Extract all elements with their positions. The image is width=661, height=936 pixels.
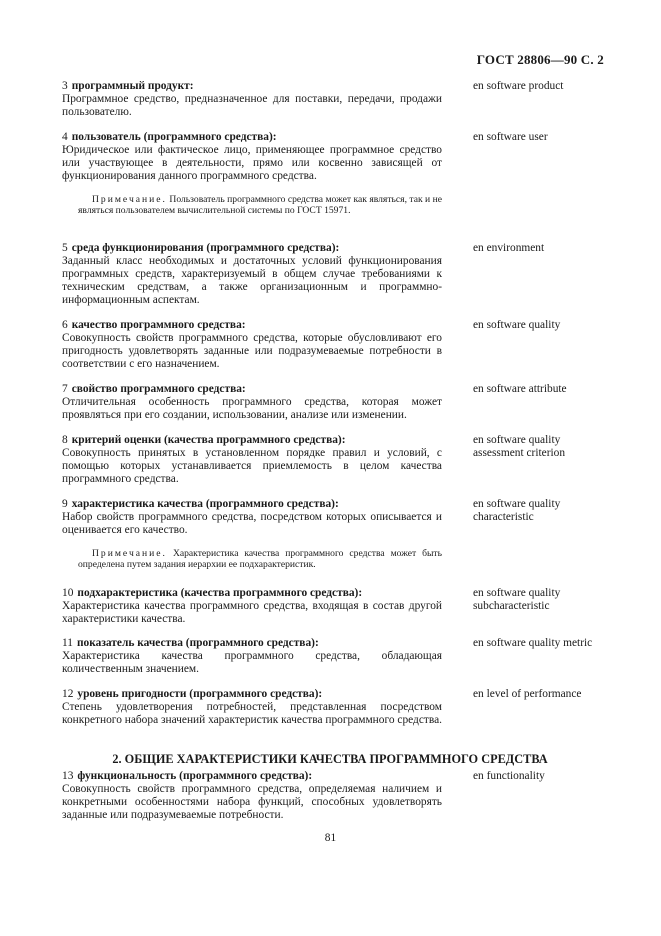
term-entry-9	[62, 498, 654, 537]
term-title: программный продукт:	[71, 80, 194, 92]
entry-number: 3	[62, 80, 68, 92]
section-title: 2. ОБЩИЕ ХАРАКТЕРИСТИКИ КАЧЕСТВА ПРОГРАММНОГО СРЕДСТВА	[112, 752, 548, 766]
term-definition: Совокупность принятых в установленном порядке правил и условий, с помощью которых устанавливается приемлемость в целом качества программного средства.	[62, 447, 442, 486]
english-equivalent: en environment	[473, 242, 545, 254]
term-definition: Набор свойств программного средства, посредством которых описывается и оценивается его качество.	[62, 511, 442, 537]
note-text: Пользователь программного средства может как являться, так и не являться пользователем вычислительной системы по ГОСТ 15971.	[78, 194, 442, 216]
note-text: Характеристика качества программного средства может быть определена путем задания иерархии ее подхарактеристик.	[78, 548, 442, 570]
term-definition: Совокупность свойств программного средства, определяемая наличием и конкретными особенностями набора функций, способных удовлетворять заданные или подразумеваемые потребности.	[62, 783, 442, 822]
note-entry-9	[78, 548, 442, 570]
entry-number: 13	[62, 770, 74, 782]
term-definition: Степень удовлетворения потребностей, представленная посредством конкретного набора значений характеристик качества программного средства.	[62, 701, 443, 727]
term-definition: Юридическое или фактическое лицо, применяющее программное средство или участвующее в деятельности, прямо или косвенно зависящей от функционирования данного программного средства.	[62, 144, 442, 183]
english-equivalent: en software quality assessment criterion	[473, 434, 566, 460]
term-title: функциональность (программного средства):	[77, 770, 313, 782]
entry-number: 7	[62, 383, 68, 395]
english-equivalent: en software quality metric	[473, 637, 593, 649]
term-definition: Характеристика качества программного средства, входящая в состав другой характеристики качества.	[62, 600, 442, 626]
english-equivalent: en software quality characteristic	[473, 498, 561, 524]
term-entry-6	[62, 319, 654, 371]
term-definition: Программное средство, предназначенное для поставки, передачи, продажи пользователю.	[62, 93, 442, 119]
english-equivalent: en functionality	[473, 770, 545, 782]
entry-number: 10	[62, 587, 74, 599]
term-entry-3	[62, 80, 654, 119]
term-title: свойство программного средства:	[71, 383, 246, 395]
term-title: критерий оценки (качества программного средства):	[71, 434, 346, 446]
page-header: ГОСТ 28806—90 С. 2	[476, 52, 604, 67]
term-title: уровень пригодности (программного средства):	[77, 688, 323, 700]
term-title: среда функционирования (программного средства):	[71, 242, 340, 254]
term-definition: Характеристика качества программного средства, обладающая количественным значением.	[62, 650, 442, 676]
term-title: характеристика качества (программного средства):	[71, 498, 339, 510]
term-entry-4	[62, 131, 654, 183]
page-number: 81	[324, 832, 337, 844]
entry-number: 12	[62, 688, 74, 700]
english-equivalent: en software attribute	[473, 383, 567, 395]
english-equivalent: en software quality	[473, 319, 561, 331]
term-definition: Совокупность свойств программного средства, которые обусловливают его пригодность удовлетворять заданные или подразумеваемые потребности в соответствии с его назначением.	[62, 332, 442, 371]
note-entry-4	[78, 194, 442, 216]
term-entry-8	[62, 434, 654, 486]
note-label: Примечание.	[92, 194, 167, 205]
english-equivalent: en software product	[473, 80, 564, 92]
term-title: пользователь (программного средства):	[71, 131, 277, 143]
entry-number: 5	[62, 242, 68, 254]
term-definition: Отличительная особенность программного средства, которая может проявляться при его создании, использовании, анализе или изменении.	[62, 396, 442, 422]
term-entry-11	[62, 637, 654, 676]
entry-number: 4	[62, 131, 68, 143]
term-entry-5	[62, 242, 654, 307]
english-equivalent: en software user	[473, 131, 548, 143]
term-entry-12	[62, 688, 654, 727]
english-equivalent: en level of performance	[473, 688, 582, 700]
entry-number: 9	[62, 498, 68, 510]
entry-number: 6	[62, 319, 68, 331]
term-entry-7	[62, 383, 654, 422]
term-definition: Заданный класс необходимых и достаточных условий функционирования программных средств, характеризуемый в общем случае требованиями к техническим средствам, а также организационным и программно-информационным аспектам.	[62, 255, 442, 307]
term-entry-13	[62, 770, 654, 822]
entry-number: 11	[62, 637, 73, 649]
term-title: показатель качества (программного средства):	[76, 637, 319, 649]
term-entry-10	[62, 587, 654, 626]
english-equivalent: en software quality subcharacteristic	[473, 587, 561, 613]
entry-number: 8	[62, 434, 68, 446]
term-title: качество программного средства:	[71, 319, 246, 331]
term-title: подхарактеристика (качества программного средства):	[77, 587, 363, 599]
note-label: Примечание.	[92, 548, 167, 559]
